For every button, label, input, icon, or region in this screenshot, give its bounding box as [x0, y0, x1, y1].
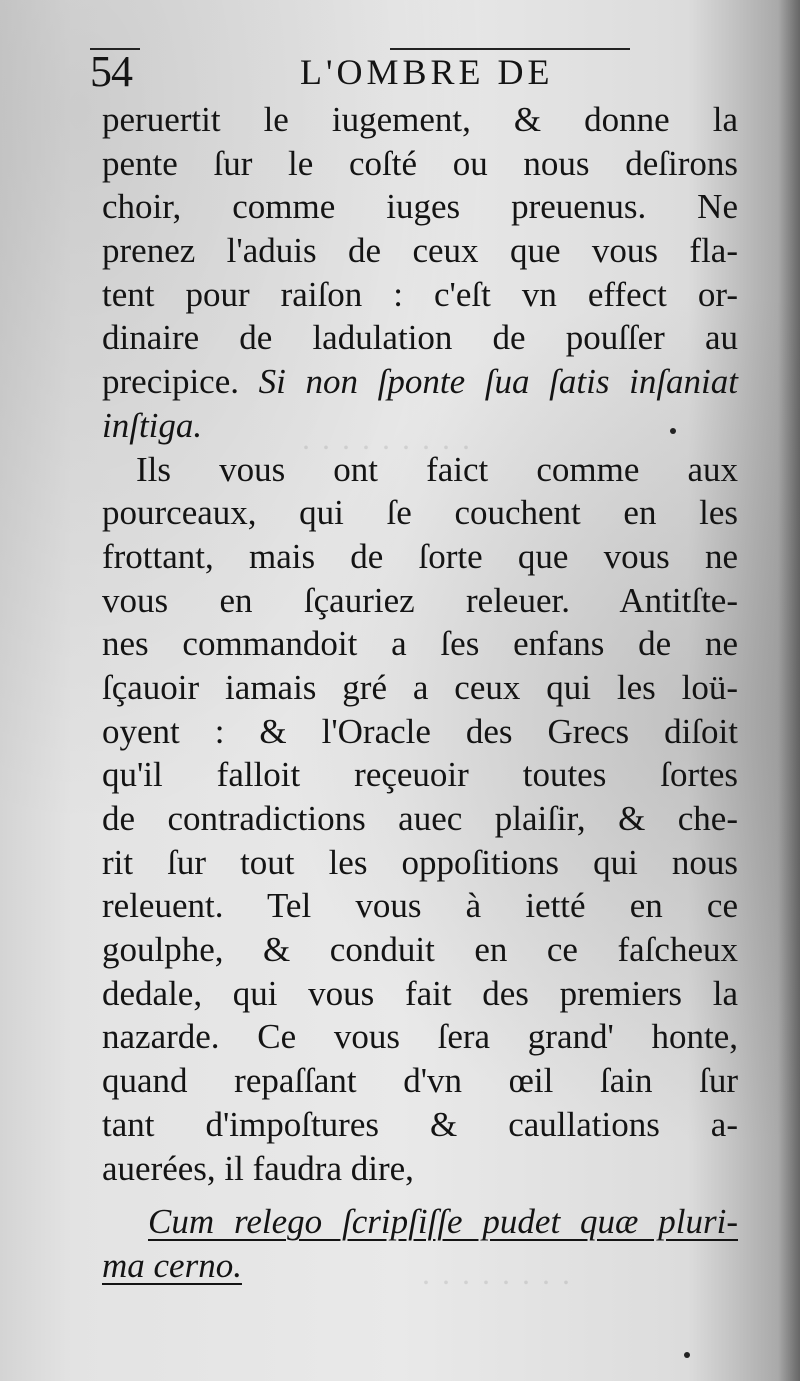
text-line-mixed	[102, 360, 738, 404]
latin-quotation-line: ma cerno.	[102, 1245, 242, 1285]
text-line: frottant, mais de ſorte que vous ne	[102, 536, 738, 576]
ink-speck	[670, 428, 676, 434]
page-gutter-shadow	[778, 0, 800, 1381]
running-title: L'OMBRE DE	[300, 52, 554, 92]
page-header	[90, 46, 740, 104]
text-line: nes commandoit a ſes enfans de ne	[102, 624, 738, 664]
text-line: pente ſur le coſté ou nous deſirons	[102, 143, 738, 183]
text-line: qu'il falloit reçeuoir toutes ſortes	[102, 755, 738, 795]
text-line: tent pour raiſon : c'eſt vn effect or-	[102, 274, 738, 314]
text-line: releuent. Tel vous à ietté en ce	[102, 886, 738, 926]
text-line: auerées, il faudra dire,	[102, 1148, 414, 1188]
roman-text: precipice.	[102, 362, 239, 402]
bleed-through-ink: . . . . . . . . .	[300, 420, 470, 456]
text-line: pourceaux, qui ſe couchent en les	[102, 493, 738, 533]
bleed-through-ink: . . . . . . . .	[420, 1255, 570, 1291]
text-line: tant d'impoſtures & caullations a-	[102, 1104, 738, 1144]
latin-citation: Si non ſponte ſua ſatis inſaniat	[258, 362, 739, 402]
ink-speck	[684, 1352, 690, 1358]
text-line: dinaire de ladulation de pouſſer au	[102, 318, 738, 358]
verse-spacer	[102, 1190, 738, 1200]
text-line: goulphe, & conduit en ce faſcheux	[102, 930, 738, 970]
text-line: oyent : & l'Oracle des Grecs diſoit	[102, 711, 738, 751]
latin-citation-end: inſtiga.	[102, 405, 203, 445]
text-line: dedale, qui vous fait des premiers la	[102, 973, 738, 1013]
text-line: peruertit le iugement, & donne la	[102, 100, 738, 139]
page-number: 54	[90, 47, 132, 96]
text-line: ſçauoir iamais gré a ceux qui les loü-	[102, 667, 738, 707]
text-line: nazarde. Ce vous ſera grand' honte,	[102, 1017, 738, 1057]
body-text	[102, 98, 738, 1288]
paragraph-start-line: Ils vous ont faict comme aux	[136, 449, 738, 489]
text-line: quand repaſſant d'vn œil ſain ſur	[102, 1061, 738, 1101]
text-line: prenez l'aduis de ceux que vous fla-	[102, 231, 738, 271]
latin-quotation-line: Cum relego ſcripſiſſe pudet quæ pluri-	[148, 1202, 738, 1242]
text-line: rit ſur tout les oppoſitions qui nous	[102, 842, 738, 882]
text-line: de contradictions auec plaiſir, & che-	[102, 799, 738, 838]
text-line: vous en ſçauriez releuer. Antitſte-	[102, 580, 738, 620]
text-line: choir, comme iuges preuenus. Ne	[102, 187, 738, 227]
